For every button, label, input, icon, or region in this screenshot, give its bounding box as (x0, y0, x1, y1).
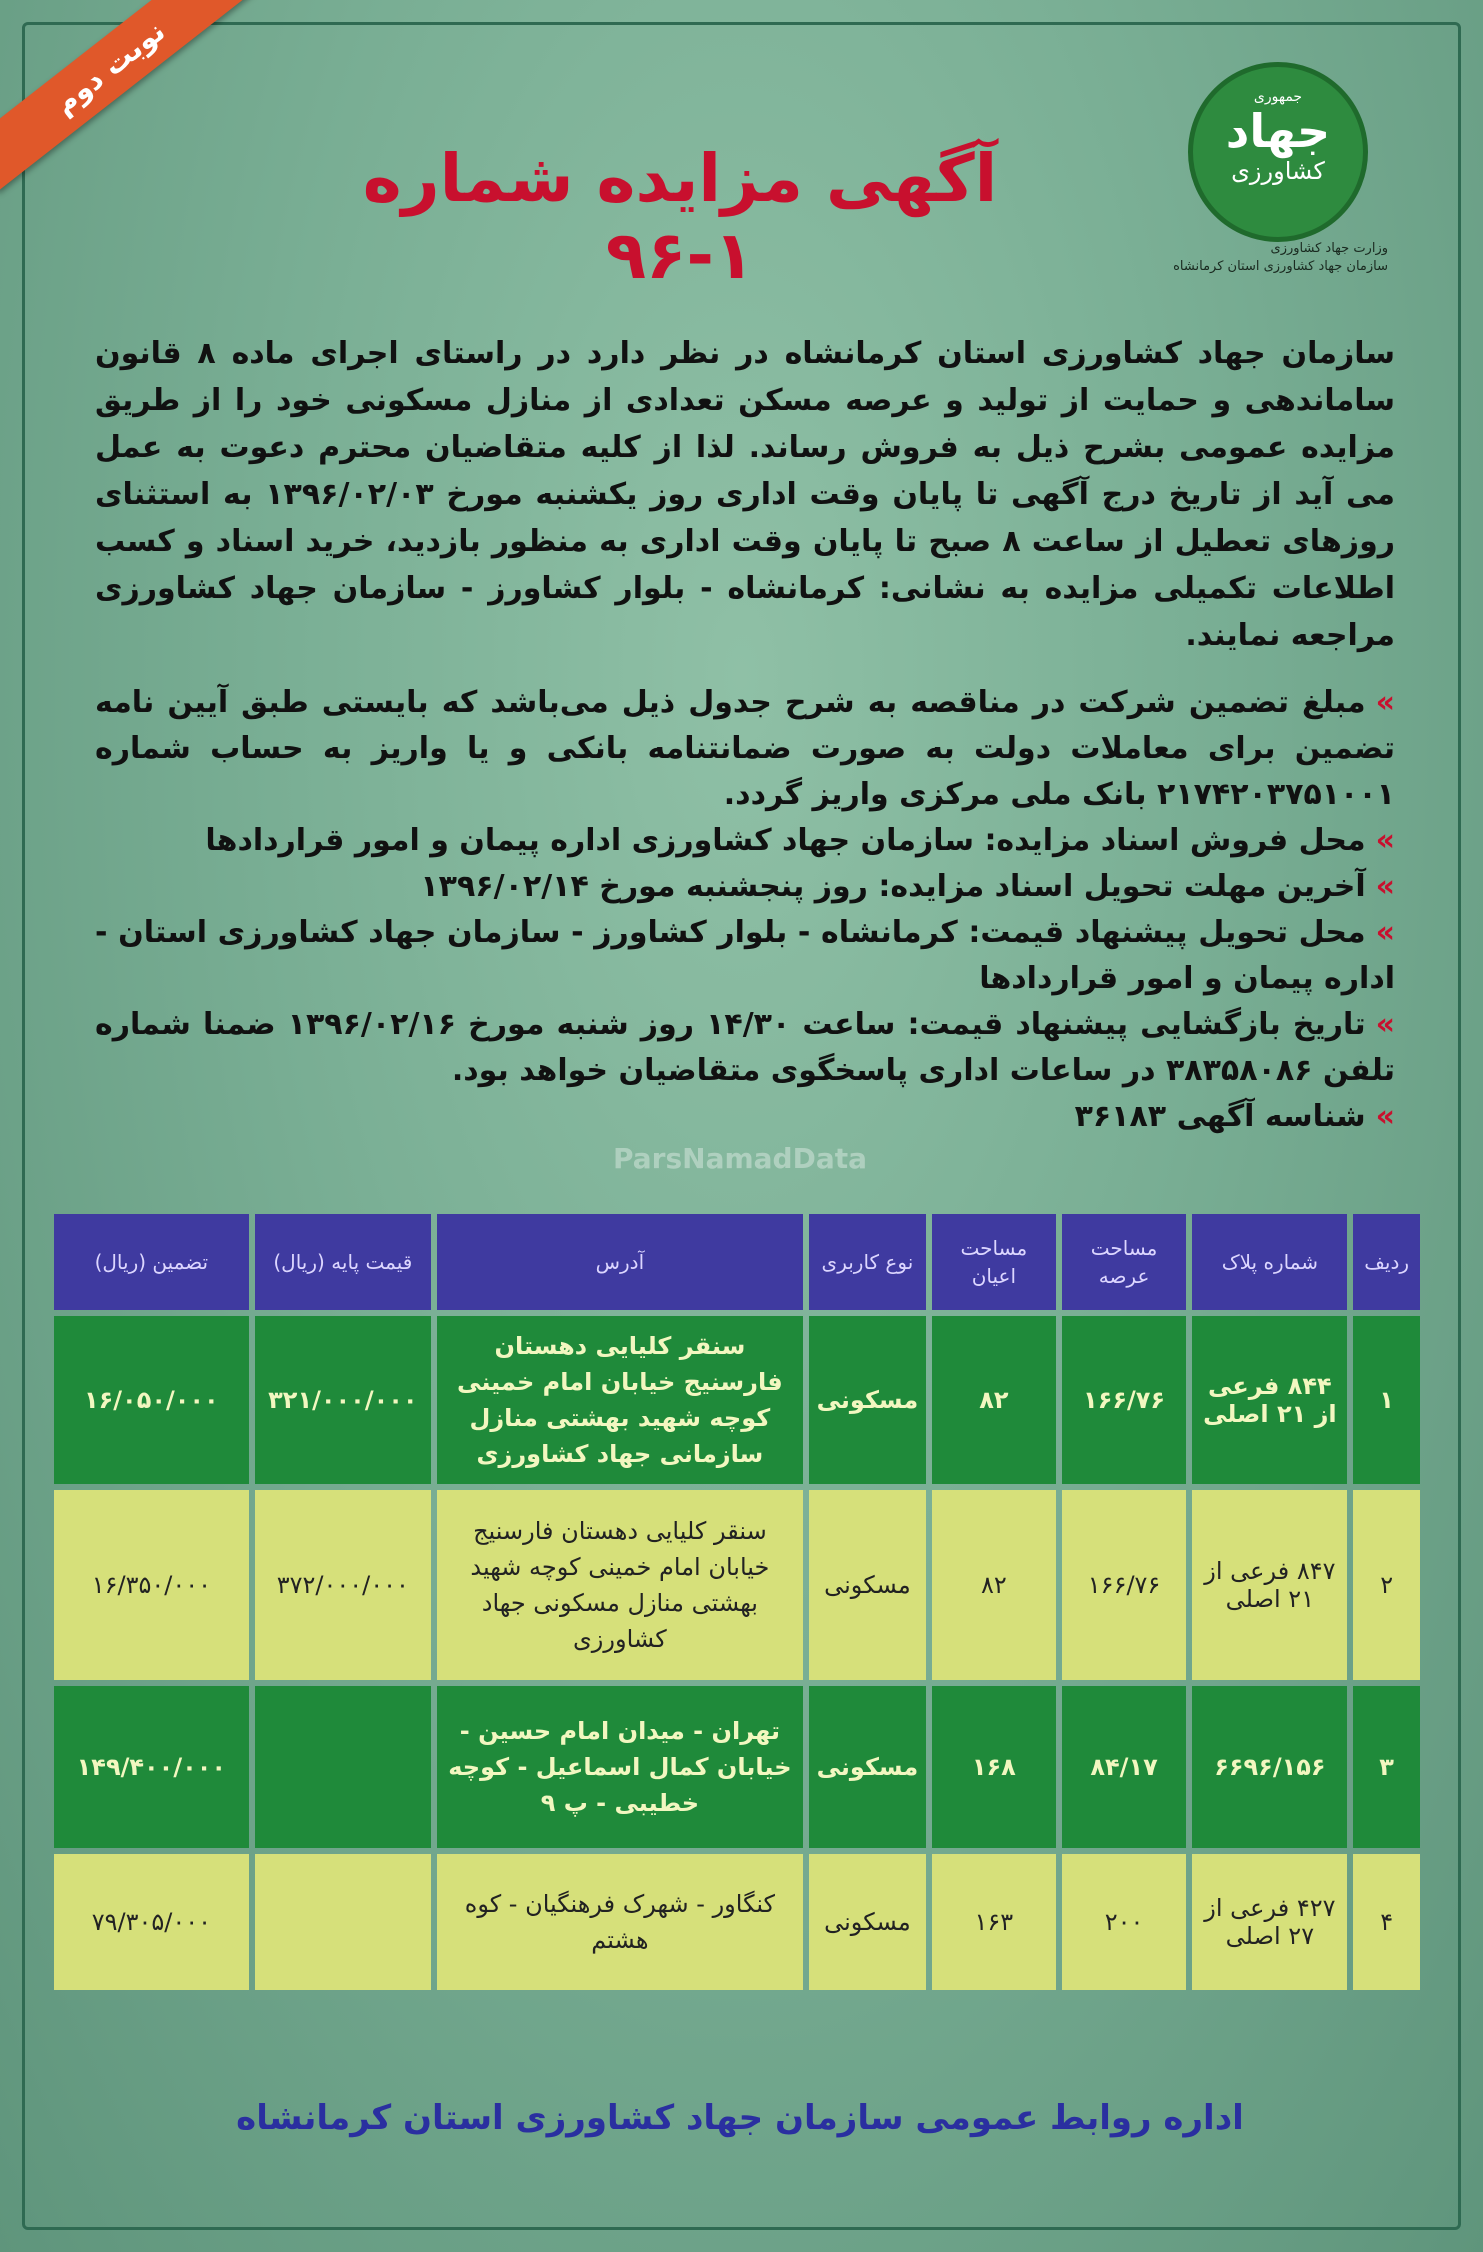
table-row (54, 1854, 1420, 1990)
bullet-item: »محل تحویل پیشنهاد قیمت: کرمانشاه - بلوار کشاورز - سازمان جهاد کشاورزی استان - اداره پیمان و امور قراردادها (95, 915, 1395, 996)
cell-land-area: ۱۶۶/۷۶ (1062, 1316, 1187, 1484)
table-header-row (54, 1214, 1420, 1310)
cell-address: سنقر کلیایی دهستان فارسنیج خیابان امام خمینی کوچه شهید بهشتی منازل سازمانی جهاد کشاورزی (437, 1316, 803, 1484)
cell-row-number: ۴ (1353, 1854, 1420, 1990)
arrow-icon: » (1375, 915, 1395, 950)
header-row-number: ردیف (1353, 1214, 1420, 1310)
cell-base-price: ۳۲۱/۰۰۰/۰۰۰ (255, 1316, 431, 1484)
cell-building-area: ۸۲ (932, 1316, 1056, 1484)
logo-sub-text: کشاورزی (1231, 157, 1325, 185)
cell-guarantee: ۱۶/۰۵۰/۰۰۰ (54, 1316, 249, 1484)
arrow-icon: » (1375, 869, 1395, 904)
cell-land-area: ۸۴/۱۷ (1062, 1686, 1187, 1848)
cell-land-area: ۲۰۰ (1062, 1854, 1187, 1990)
header-usage: نوع کاربری (809, 1214, 926, 1310)
cell-building-area: ۱۶۸ (932, 1686, 1056, 1848)
logo-main-text: جهاد (1225, 104, 1331, 158)
arrow-icon: » (1375, 1099, 1395, 1134)
auction-table (48, 1208, 1426, 1996)
ministry-caption: وزارت جهاد کشاورزی سازمان جهاد کشاورزی استان کرمانشاه (1173, 241, 1388, 274)
bullet-item: »تاریخ بازگشایی پیشنهاد قیمت: ساعت ۱۴/۳۰ روز شنبه مورخ ۱۳۹۶/۰۲/۱۶ ضمنا شماره تلفن ۳۸۳۵۸۰۸۶ در ساعات اداری پاسخگوی متقاضیان خواهد بود. (95, 1007, 1395, 1088)
bullet-list (95, 680, 1395, 1140)
cell-address: کنگاور - شهرک فرهنگیان - کوه هشتم (437, 1854, 803, 1990)
cell-plaque: ۸۴۷ فرعی از ۲۱ اصلی (1192, 1490, 1347, 1680)
cell-usage: مسکونی (809, 1316, 926, 1484)
footer-text: اداره روابط عمومی سازمان جهاد کشاورزی استان کرمانشاه (236, 2098, 1244, 2138)
cell-usage: مسکونی (809, 1490, 926, 1680)
cell-guarantee: ۱۶/۳۵۰/۰۰۰ (54, 1490, 249, 1680)
header-plaque: شماره پلاک (1192, 1214, 1347, 1310)
arrow-icon: » (1375, 685, 1395, 720)
cell-address: سنقر کلیایی دهستان فارسنیج خیابان امام خمینی کوچه شهید بهشتی منازل مسکونی جهاد کشاورزی (437, 1490, 803, 1680)
cell-row-number: ۳ (1353, 1686, 1420, 1848)
cell-building-area: ۱۶۳ (932, 1854, 1056, 1990)
cell-plaque: ۴۲۷ فرعی از ۲۷ اصلی (1192, 1854, 1347, 1990)
cell-land-area: ۱۶۶/۷۶ (1062, 1490, 1187, 1680)
cell-row-number: ۱ (1353, 1316, 1420, 1484)
arrow-icon: » (1375, 1007, 1395, 1042)
header-land-area: مساحت عرصه (1062, 1214, 1187, 1310)
cell-usage: مسکونی (809, 1854, 926, 1990)
page-title: آگهی مزایده شماره ۱-۹۶ (362, 140, 998, 294)
corner-ribbon: نوبت دوم (0, 0, 257, 192)
cell-usage: مسکونی (809, 1686, 926, 1848)
bullet-item: »مبلغ تضمین شرکت در مناقصه به شرح جدول ذیل می‌باشد که بایستی طبق آیین نامه تضمین برای معاملات دولت به صورت ضمانتنامه بانکی و یا واریز به حساب شماره ۲۱۷۴۲۰۳۷۵۱۰۰۱ بانک ملی مرکزی واریز گردد. (95, 685, 1395, 812)
cell-base-price (255, 1686, 431, 1848)
cell-plaque: ۶۶۹۶/۱۵۶ (1192, 1686, 1347, 1848)
intro-paragraph: سازمان جهاد کشاورزی استان کرمانشاه در نظر دارد در راستای اجرای ماده ۸ قانون ساماندهی و حمایت از تولید و عرصه مسکن تعدادی از منازل مسکونی خود را از طریق مزایده عمومی بشرح ذیل به فروش رساند. لذا از کلیه متقاضیان محترم دعوت به عمل می آید از تاریخ درج آگهی تا پایان وقت اداری روز یکشنبه مورخ ۱۳۹۶/۰۲/۰۳ به استثنای روزهای تعطیل از ساعت ۸ صبح تا پایان وقت اداری به منظور بازدید، خرید اسناد و کسب اطلاعات تکمیلی مزایده به نشانی: کرمانشاه - بلوار کشاورز - سازمان جهاد کشاورزی مراجعه نمایند. (95, 336, 1395, 653)
watermark: ParsNamadData (613, 1142, 867, 1175)
header-building-area: مساحت اعیان (932, 1214, 1056, 1310)
cell-building-area: ۸۲ (932, 1490, 1056, 1680)
cell-base-price: ۳۷۲/۰۰۰/۰۰۰ (255, 1490, 431, 1680)
header-base-price: قیمت پایه (ریال) (255, 1214, 431, 1310)
arrow-icon: » (1375, 823, 1395, 858)
cell-guarantee: ۷۹/۳۰۵/۰۰۰ (54, 1854, 249, 1990)
cell-plaque: ۸۴۴ فرعی از ۲۱ اصلی (1192, 1316, 1347, 1484)
bullet-item: »آخرین مهلت تحویل اسناد مزایده: روز پنجشنبه مورخ ۱۳۹۶/۰۲/۱۴ (420, 869, 1395, 904)
header-guarantee: تضمین (ریال) (54, 1214, 249, 1310)
logo-top-text: جمهوری (1253, 89, 1303, 105)
bullet-item: »محل فروش اسناد مزایده: سازمان جهاد کشاورزی اداره پیمان و امور قراردادها (205, 823, 1395, 858)
cell-address: تهران - میدان امام حسین - خیابان کمال اسماعیل - کوچه خطیبی - پ ۹ (437, 1686, 803, 1848)
jahad-logo (1188, 62, 1368, 242)
table-row (54, 1686, 1420, 1848)
cell-base-price (255, 1854, 431, 1990)
table-row (54, 1490, 1420, 1680)
cell-row-number: ۲ (1353, 1490, 1420, 1680)
header-address: آدرس (437, 1214, 803, 1310)
bullet-item: »شناسه آگهی ۳۶۱۸۳ (1074, 1099, 1395, 1134)
table-row (54, 1316, 1420, 1484)
cell-guarantee: ۱۴۹/۴۰۰/۰۰۰ (54, 1686, 249, 1848)
